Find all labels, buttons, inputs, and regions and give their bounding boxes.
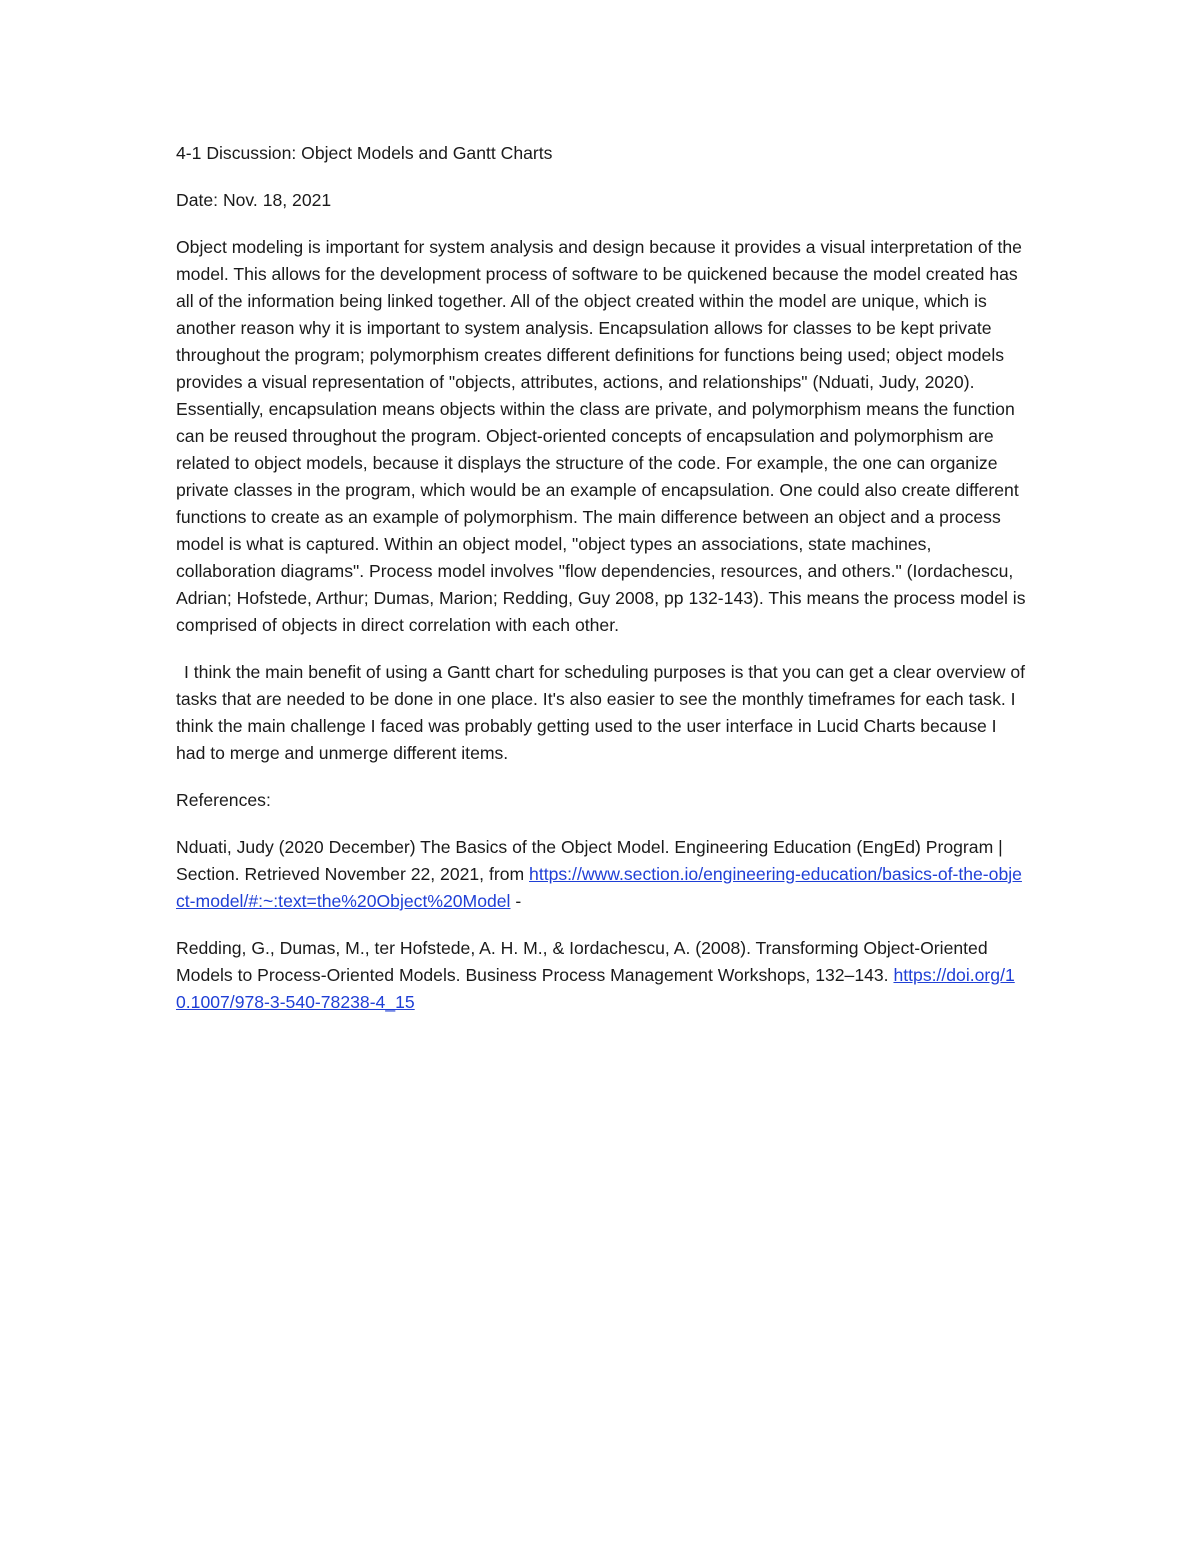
reference-redding <box>176 935 1026 1016</box>
reference-redding-text: Redding, G., Dumas, M., ter Hofstede, A. H. M., & Iordachescu, A. (2008). Transforming Object-Oriented Models to Process-Oriented Models. Business Process Management Workshops, 132–143. <box>176 938 988 985</box>
paragraph-object-modeling: Object modeling is important for system analysis and design because it provides a visual interpretation of the model. This allows for the development process of software to be quickened because the model created has all of the information being linked together. All of the object created within the model are unique, which is another reason why it is important to system analysis. Encapsulation allows for classes to be kept private throughout the program; polymorphism creates different definitions for functions being used; object models provides a visual representation of "objects, attributes, actions, and relationships" (Nduati, Judy, 2020). Essentially, encapsulation means objects within the class are private, and polymorphism means the function can be reused throughout the program. Object-oriented concepts of encapsulation and polymorphism are related to object models, because it displays the structure of the code. For example, the one can organize private classes in the program, which would be an example of encapsulation. One could also create different functions to create as an example of polymorphism. The main difference between an object and a process model is what is captured. Within an object model, "object types an associations, state machines, collaboration diagrams". Process model involves "flow dependencies, resources, and others." (Iordachescu, Adrian; Hofstede, Arthur; Dumas, Marion; Redding, Guy 2008, pp 132-143). This means the process model is comprised of objects in direct correlation with each other. <box>176 237 1026 635</box>
document-date: Date: Nov. 18, 2021 <box>176 190 332 210</box>
reference-nduati-suffix: - <box>510 891 522 911</box>
document-title: 4-1 Discussion: Object Models and Gantt Charts <box>176 143 553 163</box>
reference-redding-link[interactable]: https://doi.org/10.1007/978-3-540-78238-4_15 <box>176 965 1015 1012</box>
reference-nduati-text: Nduati, Judy (2020 December) The Basics of the Object Model. Engineering Education (EngEd) Program | Section. Retrieved November 22, 2021, from <box>176 837 1003 884</box>
document-body <box>176 140 1026 1036</box>
reference-nduati-link[interactable]: https://www.section.io/engineering-education/basics-of-the-object-model/#:~:text=the%20Object%20Model <box>176 864 1022 911</box>
paragraph-gantt-chart: I think the main benefit of using a Gantt chart for scheduling purposes is that you can get a clear overview of tasks that are needed to be done in one place. It's also easier to see the monthly timeframes for each task. I think the main challenge I faced was probably getting used to the user interface in Lucid Charts because I had to merge and unmerge different items. <box>176 662 1026 763</box>
references-heading: References: <box>176 790 271 810</box>
reference-nduati <box>176 834 1026 915</box>
